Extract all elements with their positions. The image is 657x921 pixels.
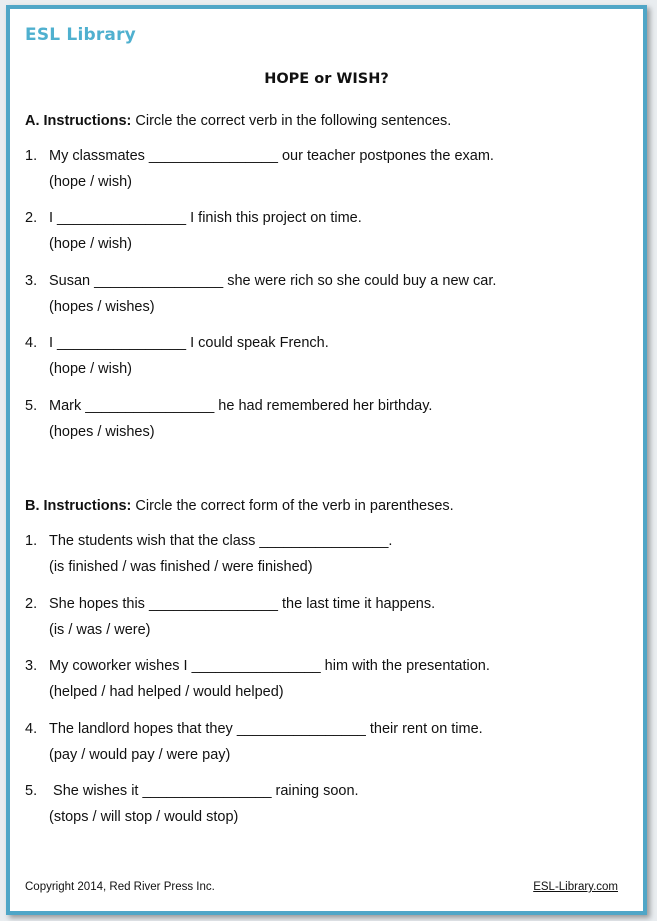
list-item xyxy=(25,778,359,830)
section-b-label: B. Instructions: xyxy=(25,498,132,514)
item-sentence: Mark ________________ he had remembered her birthday. xyxy=(49,398,433,414)
item-sentence: I ________________ I finish this project on time. xyxy=(49,210,362,226)
section-b-instructions xyxy=(25,498,454,514)
copyright-text: Copyright 2014, Red River Press Inc. xyxy=(25,881,215,893)
item-options: (pay / would pay / were pay) xyxy=(49,747,231,763)
item-sentence: She wishes it ________________ raining soon. xyxy=(49,783,359,799)
brand-logo: ESL Library xyxy=(25,25,136,45)
item-number: 1. xyxy=(25,148,38,164)
item-options: (hope / wish) xyxy=(49,174,133,190)
item-sentence: The students wish that the class ________________. xyxy=(49,533,393,549)
list-item xyxy=(25,528,392,580)
section-a-label: A. Instructions: xyxy=(25,113,132,129)
item-options: (hope / wish) xyxy=(49,361,133,377)
section-a-text: Circle the correct verb in the following sentences. xyxy=(135,113,452,129)
item-sentence: I ________________ I could speak French. xyxy=(49,335,329,351)
item-number: 2. xyxy=(25,210,38,226)
item-options: (hopes / wishes) xyxy=(49,299,155,315)
item-sentence: Susan ________________ she were rich so she could buy a new car. xyxy=(49,273,497,289)
item-options: (stops / will stop / would stop) xyxy=(49,809,239,825)
item-number: 5. xyxy=(25,783,38,799)
item-options: (is / was / were) xyxy=(49,622,151,638)
list-item xyxy=(25,716,483,768)
item-options: (is finished / was finished / were finished) xyxy=(49,559,313,575)
list-item xyxy=(25,268,496,320)
item-sentence: The landlord hopes that they ________________ their rent on time. xyxy=(49,721,483,737)
item-sentence: My coworker wishes I ________________ him with the presentation. xyxy=(49,658,490,674)
list-item xyxy=(25,330,329,382)
list-item xyxy=(25,143,494,195)
list-item xyxy=(25,591,435,643)
item-number: 3. xyxy=(25,273,38,289)
item-options: (hopes / wishes) xyxy=(49,424,155,440)
list-item xyxy=(25,653,490,705)
item-sentence: My classmates ________________ our teacher postpones the exam. xyxy=(49,148,494,164)
list-item xyxy=(25,393,432,445)
page-title: HOPE or WISH? xyxy=(264,71,389,87)
item-options: (hope / wish) xyxy=(49,236,133,252)
list-item xyxy=(25,205,362,257)
item-options: (helped / had helped / would helped) xyxy=(49,684,284,700)
item-number: 2. xyxy=(25,596,38,612)
item-number: 1. xyxy=(25,533,38,549)
section-b-text: Circle the correct form of the verb in parentheses. xyxy=(135,498,454,514)
item-number: 4. xyxy=(25,721,38,737)
site-link[interactable]: ESL-Library.com xyxy=(533,881,618,893)
item-number: 5. xyxy=(25,398,38,414)
item-sentence: She hopes this ________________ the last time it happens. xyxy=(49,596,436,612)
item-number: 3. xyxy=(25,658,38,674)
worksheet-page xyxy=(6,5,647,915)
item-number: 4. xyxy=(25,335,38,351)
section-a-instructions xyxy=(25,113,451,129)
